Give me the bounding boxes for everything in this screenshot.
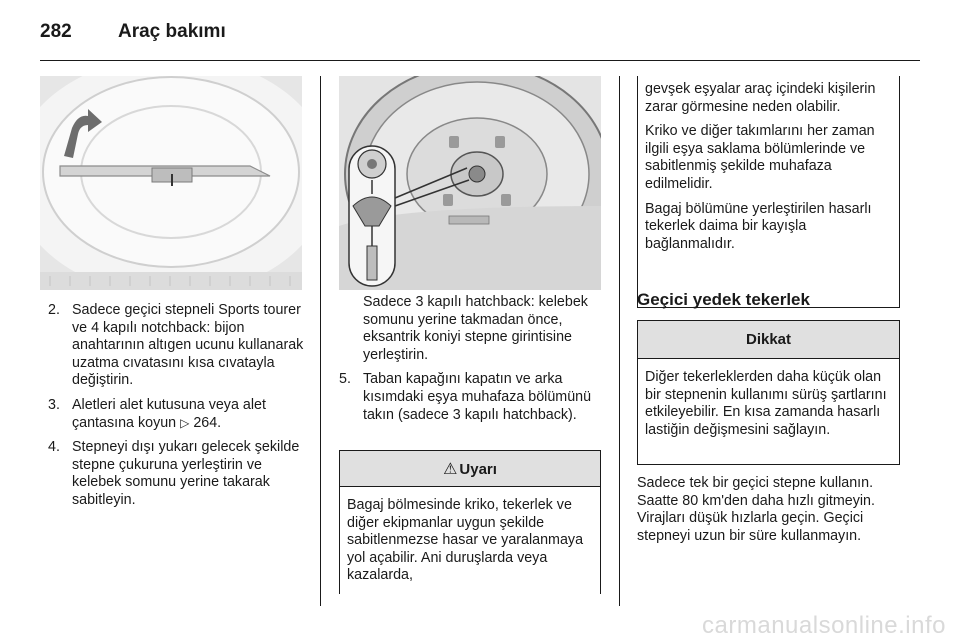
step-text: Sadece geçici stepneli Sports tourer ve 4 kapılı notchback: bijon anahtarının altıgen ucunu kullanarak uzatma cıvatasını kısa cıvatayla değiştirin.	[72, 302, 304, 389]
caution-text: Diğer tekerleklerden daha küçük olan bir stepnenin kullanımı sürüş şartlarını etkileyebilir. En kısa zamanda hasarlı lastiğin değişmesini sağlayın.	[645, 369, 887, 438]
figure-spare-wheel-bolt	[40, 76, 302, 290]
page-reference-arrow-icon: ▷	[180, 415, 190, 430]
caution-box	[637, 320, 900, 465]
caution-box-header	[638, 321, 899, 359]
step-number: 2.	[48, 302, 60, 318]
step-text: Taban kapağını kapatın ve arka kısımdaki eşya muhafaza bölümünü takın (sadece 3 kapılı hatchback).	[363, 371, 592, 423]
warning-text: Bagaj bölmesinde kriko, tekerlek ve diğer ekipmanlar uygun şekilde sabitlenmezse hasar ve yaralanmaya yol açabilir. Ani duruşlarda veya kazalarda,	[347, 497, 584, 584]
middle-column	[339, 294, 603, 431]
warning-triangle-icon: ⚠	[443, 459, 458, 478]
warning-continued-body	[638, 76, 899, 253]
illustration-spare-wheel-well	[40, 76, 302, 290]
warning-continued-text: Bagaj bölümüne yerleştirilen hasarlı tekerlek daima bir kayışla bağlanmalıdır.	[645, 200, 872, 252]
step-number: 3.	[48, 396, 60, 413]
caution-box-body	[638, 359, 899, 439]
list-item	[48, 397, 310, 432]
step-number: 5.	[339, 371, 351, 388]
temporary-spare-paragraph: Sadece tek bir geçici stepne kullanın. Saatte 80 km'den daha hızlı gitmeyin. Virajları düşük hızlarla geçin. Geçici stepneyi uzun bir süre kullanmayın.	[637, 475, 875, 544]
list-item	[48, 439, 310, 509]
warning-box	[339, 450, 601, 594]
page-reference[interactable]: 264.	[193, 414, 222, 431]
watermark: carmanualsonline.info	[702, 612, 946, 639]
header-divider	[40, 60, 920, 61]
section-heading: Geçici yedek tekerlek	[637, 290, 810, 309]
warning-continued-text: gevşek eşyalar araç içindeki kişilerin zarar görmesine neden olabilir.	[645, 81, 876, 115]
warning-title: Uyarı	[459, 461, 497, 478]
caution-title: Dikkat	[745, 331, 792, 348]
steps-list-left	[48, 302, 310, 510]
warning-box-continued	[637, 76, 900, 308]
list-item	[48, 302, 310, 390]
column-divider-left	[320, 76, 321, 606]
intro-paragraph: Sadece 3 kapılı hatchback: kelebek somunu yerine takmadan önce, eksantrik koniyi stepne girintisine yerleştirin.	[363, 294, 588, 363]
warning-continued-text: Kriko ve diğer takımlarını her zaman ilgili eşya saklama bölümlerinde ve sabitlenmiş şekilde muhafaza edilmelidir.	[645, 123, 875, 192]
step-number: 4.	[48, 439, 60, 456]
step-text: Stepneyi dışı yukarı gelecek şekilde stepne çukuruna yerleştirin ve kelebek somunu yerine takarak sabitleyin.	[72, 439, 300, 508]
steps-list-middle	[339, 371, 603, 424]
page-title: Araç bakımı	[118, 21, 226, 42]
right-column-paragraph	[637, 475, 905, 552]
warning-box-body	[340, 487, 600, 585]
step-text: Aletleri alet kutusuna veya alet çantasına koyun	[72, 396, 266, 431]
warning-box-header	[340, 451, 600, 487]
page-number: 282	[40, 21, 72, 42]
column-divider-right	[619, 76, 620, 606]
illustration-eccentric-cone	[339, 76, 601, 290]
left-column	[48, 302, 310, 517]
figure-eccentric-cone	[339, 76, 601, 290]
list-item	[339, 371, 603, 424]
